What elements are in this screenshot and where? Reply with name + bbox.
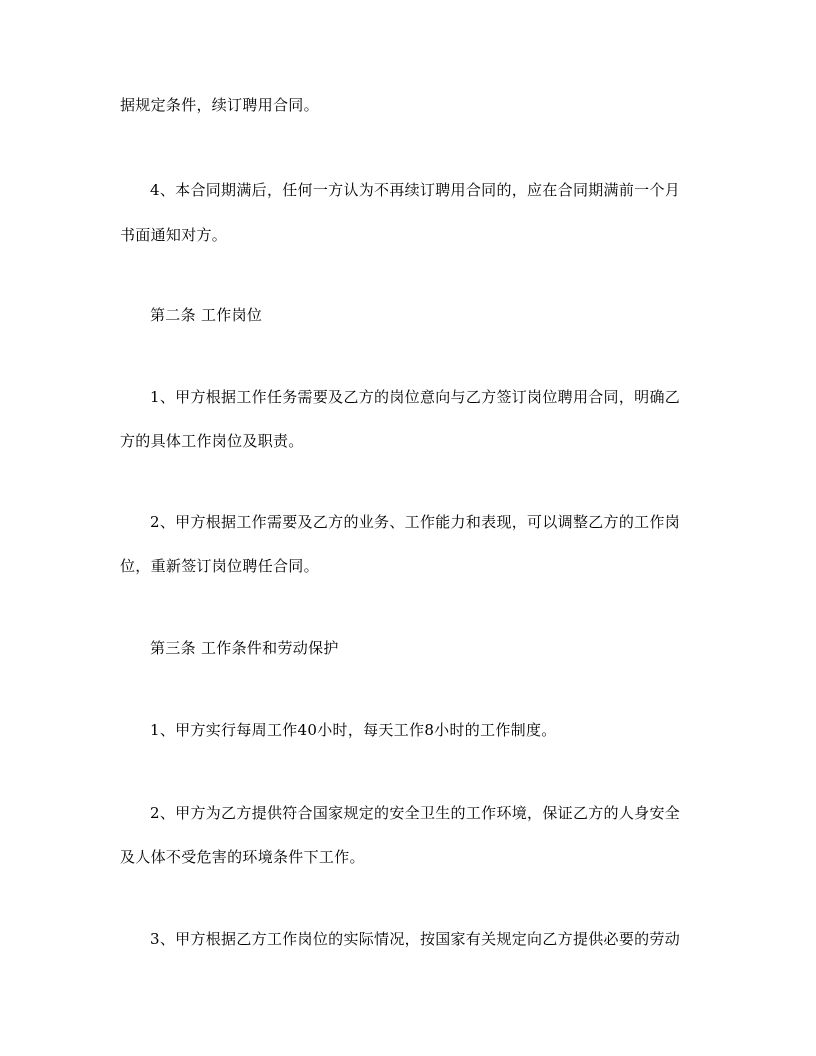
paragraph-line: 4、本合同期满后，任何一方认为不再续订聘用合同的，应在合同期满前一个月	[150, 181, 681, 199]
paragraph-line: 3、甲方根据乙方工作岗位的实际情况，按国家有关规定向乙方提供必要的劳动	[150, 930, 681, 948]
paragraph-line: 据规定条件，续订聘用合同。	[120, 96, 319, 114]
paragraph-line: 位，重新签订岗位聘任合同。	[120, 557, 319, 575]
paragraph-line: 1、甲方根据工作任务需要及乙方的岗位意向与乙方签订岗位聘用合同，明确乙	[150, 388, 681, 406]
section-heading: 第三条 工作条件和劳动保护	[150, 639, 339, 657]
paragraph-line: 1、甲方实行每周工作40小时，每天工作8小时的工作制度。	[150, 721, 557, 739]
paragraph-line: 方的具体工作岗位及职责。	[120, 432, 304, 450]
paragraph-line: 2、甲方根据工作需要及乙方的业务、工作能力和表现，可以调整乙方的工作岗	[150, 513, 681, 531]
paragraph-line: 书面通知对方。	[120, 226, 228, 244]
paragraph-line: 及人体不受危害的环境条件下工作。	[120, 848, 365, 866]
paragraph-line: 2、甲方为乙方提供符合国家规定的安全卫生的工作环境，保证乙方的人身安全	[150, 804, 681, 822]
section-heading: 第二条 工作岗位	[150, 306, 263, 324]
